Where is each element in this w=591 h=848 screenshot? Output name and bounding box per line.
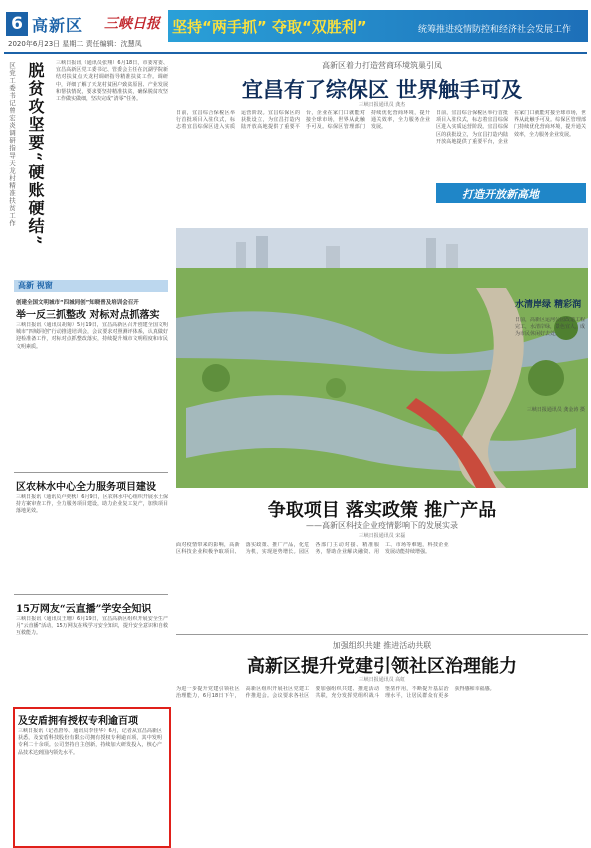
banner-main: 坚持“两手抓” 夺取“双胜利” [172,18,367,36]
news3-headline: 15万网友“云直播”学安全知识 [16,604,152,615]
page-number: 6 [6,12,28,36]
date-line: 2020年6月23日 星期二 责任编辑：沈慧凤 [8,40,142,48]
left-top-headline: 脱贫攻坚要“硬账硬结” [26,62,45,247]
bottom-headline: 高新区提升党建引领社区治理能力 [247,656,517,677]
divider-1 [14,472,168,473]
top-headline: 宜昌有了综保区 世界触手可及 [241,77,523,102]
bottom-body: 为进一步提升党建引领社区治理能力，6月18日下午，高新区组织开展社区党建工作推进会。会议要求各社区要加强组织共建、推进活动共联，充分发挥党组织战斗堡垒作用，不断提升基层治理水平，让居民群众有更多获得感和幸福感。 [176,686,495,700]
divider-2 [14,594,168,595]
top-byline: 三峡日报通讯员 龚杰 [358,102,406,108]
ribbon-label: 打造开放新高地 [462,188,539,201]
section-name: 高新区 [32,16,84,35]
news1-headline2: 举一反三抓整改 对标对点抓落实 [16,310,160,321]
left-top-body: 三峡日报讯（通讯员张翔）6月18日，市委常委、宜昌高新区党工委书记、管委会主任在沉湖学院新结对扶贫点天龙村调研指导精准扶贫工作。调研中，详细了解了天龙村贫困户致贫原因、产业发展和帮扶情况，要求要坚持精准扶贫，确保脱贫攻坚工作做实做细，坚决完成“清零”任务。 [56,60,168,103]
news3-body: 三峡日报讯（通讯员王珊）6月19日，宜昌高新区组织开展安全生产月“云直播”活动，15万网友在线学习安全知识，提升安全意识和自救互救能力。 [16,616,168,637]
news1-headline: 创建全国文明城市“四城同创”知晓普及培训会召开 [16,300,139,306]
paper-logo: 三峡日报 [104,16,160,32]
photo-caption-body: 日前，高新区运河公园改造工程完工，水清岸绿，景色宜人，成为市民休闲好去处。 [515,317,585,338]
mid-subhead: ——高新区科技企业疫情影响下的发展实录 [306,521,458,530]
photo-caption-byline: 三峡日报通讯员 龚金涛 摄 [526,407,585,413]
news4-headline: 及安盾拥有授权专利逾百项 [18,716,138,727]
news4-body: 三峡日报讯（记者唐琴、通讯员李佳华）6月，记者从宜昌高新区获悉，及安盾科技股份有限公司拥有授权专利逾百项，其中发明专利二十余项。公司坚持自主创新，持续加大研发投入，核心产品技术达到国内领先水平。 [18,728,162,756]
photo-caption [515,300,585,414]
mid-headline: 争取项目 落实政策 推广产品 [267,500,497,521]
bottom-byline: 三峡日报通讯员 高虹 [358,677,406,683]
news1-body: 三峡日报讯（通讯员胡菊）5月19日，宜昌高新区召开创建全国文明城市“四城同创”行动推进培训会，会议要求对照测评体系，认真做好迎检准备工作，对标对点抓整改落实，持续提升城市文明程度和市民文明素质。 [16,322,168,350]
section-bar-shichuang: 高新 视窗 [14,280,168,292]
divider-3 [176,634,588,635]
ribbon-banner [436,183,586,203]
banner [168,10,588,42]
photo-caption-title: 水清岸绿 精彩润 [515,300,582,310]
mid-byline: 三峡日报通讯员 宋磊 [358,533,406,539]
banner-sub: 统筹推进疫情防控和经济社会发展工作 [418,25,572,35]
masthead [0,0,591,52]
top-body-right: 日前，宜昌综合保税区举行首批项目入驻仪式，标志着宜昌综保区进入实质运营阶段。宜昌综保区的获批设立，为宜昌打造内陆开放高地提供了重要平台，企业在家门口就能对接全球市场，世界从此触手可及。综保区管理部门持续优化营商环境，提升通关效率，全力服务企业发展。 [436,110,586,145]
news2-headline: 区农林水中心全力服务项目建设 [16,482,156,493]
mid-body: 面对疫情带来的影响，高新区科技企业积极争取项目、落实政策、推广产品，化危为机，实现逆势增长。园区各部门主动对接、精准服务，帮助企业解决融资、用工、市场等难题，科技企业发展动能持续增强。 [176,542,449,556]
masthead-rule [4,52,587,54]
bottom-kicker: 加强组织共建 推进活动共联 [332,641,432,650]
left-top-subline: 区党工委书记曾宏炎调研指导天龙村精准扶贫工作 [8,62,16,227]
news2-body: 三峡日报讯（通讯员卢奕秋）6月9日，区农林水中心组织开展水土保持方案审查工作，全力服务项目建设，助力企业复工复产，加快项目落地见效。 [16,494,168,515]
top-body: 日前，宜昌综合保税区举行首批项目入驻仪式，标志着宜昌综保区进入实质运营阶段。宜昌综保区的获批设立，为宜昌打造内陆开放高地提供了重要平台，企业在家门口就能对接全球市场，世界从此触手可及。综保区管理部门持续优化营商环境，提升通关效率，全力服务企业发展。 [176,110,430,131]
top-kicker: 高新区着力打造营商环境筑巢引凤 [322,61,442,70]
